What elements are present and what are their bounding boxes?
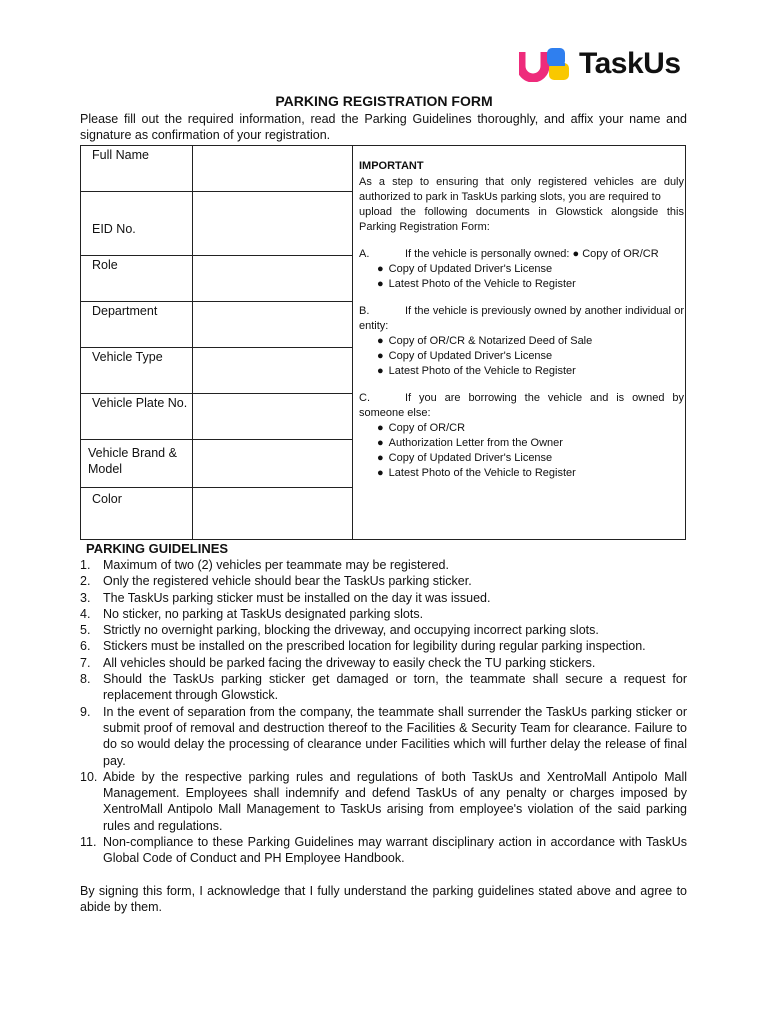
section-a xyxy=(359,247,684,262)
page-title: PARKING REGISTRATION FORM xyxy=(275,93,493,109)
list-item: 9. In the event of separation from the company, the teammate shall surrender the TaskUs parking sticker or submit proof of removal and destruction thereof to the Facilities & Security Team for clearance. Failure to do so would delay the processing of clearance under Facilities which will further delay the release of final pay. xyxy=(80,704,687,768)
list-item: 1. Maximum of two (2) vehicles per teammate may be registered. xyxy=(80,558,449,572)
intro-text: Please fill out the required information, read the Parking Guidelines thoroughly, and affix your name and signature as confirmation of your registration. xyxy=(80,112,687,142)
bullet-icon: ● xyxy=(377,422,384,434)
bullet-icon: ● xyxy=(377,467,384,479)
section-b-text: B. If the vehicle is previously owned by another individual or entity: xyxy=(359,305,684,332)
vehicle-brand-row xyxy=(81,440,353,488)
role-label: Role xyxy=(81,256,193,301)
full-name-row xyxy=(81,146,353,192)
section-a-text: If the vehicle is personally owned: ● Copy of OR/CR xyxy=(405,248,659,260)
list-item: ● Authorization Letter from the Owner xyxy=(377,437,563,449)
section-b xyxy=(359,304,684,334)
taskus-logo xyxy=(519,46,681,82)
department-input[interactable] xyxy=(193,302,353,347)
vehicle-type-row xyxy=(81,348,353,394)
list-item: ● Latest Photo of the Vehicle to Register xyxy=(377,278,576,290)
vehicle-plate-input[interactable] xyxy=(193,394,353,439)
important-heading: IMPORTANT xyxy=(359,160,424,172)
section-a-letter: A. xyxy=(359,248,370,260)
vehicle-type-label: Vehicle Type xyxy=(81,348,193,393)
eid-label: EID No. xyxy=(81,192,193,255)
important-text: As a step to ensuring that only registered vehicles are duly authorized to park in TaskUs parking slots, you are required to xyxy=(359,176,684,203)
vehicle-type-input[interactable] xyxy=(193,348,353,393)
bullet-icon: ● xyxy=(377,350,384,362)
guidelines-title: PARKING GUIDELINES xyxy=(86,541,229,556)
vehicle-brand-input[interactable] xyxy=(193,440,353,487)
color-label: Color xyxy=(81,488,193,539)
registration-form xyxy=(80,145,686,540)
list-item: 7. All vehicles should be parked facing the driveway to easily check the TU parking stickers. xyxy=(80,655,596,670)
eid-row xyxy=(81,192,353,256)
list-item: 2. Only the registered vehicle should bear the TaskUs parking sticker. xyxy=(80,574,472,589)
bullet-icon: ● xyxy=(377,365,384,377)
list-item: 3. The TaskUs parking sticker must be installed on the day it was issued. xyxy=(80,590,491,605)
full-name-label: Full Name xyxy=(81,146,193,191)
color-input[interactable] xyxy=(193,488,353,539)
section-c-text: C. If you are borrowing the vehicle and is owned by someone else: xyxy=(359,392,684,419)
vehicle-plate-label: Vehicle Plate No. xyxy=(81,394,193,439)
list-item: 4. No sticker, no parking at TaskUs designated parking slots. xyxy=(80,606,424,621)
list-item: ● Copy of OR/CR xyxy=(377,422,466,434)
bullet-icon: ● xyxy=(377,263,384,275)
vehicle-brand-label: Vehicle Brand & Model xyxy=(81,440,193,487)
column-divider xyxy=(352,146,353,539)
list-item: 11. Non-compliance to these Parking Guidelines may warrant disciplinary action in accordance with TaskUs Global Code of Conduct and PH Employee Handbook. xyxy=(80,835,687,866)
color-row xyxy=(81,488,353,539)
list-item: 5. Strictly no overnight parking, blocking the driveway, and occupying incorrect parking slots. xyxy=(80,623,599,638)
role-row xyxy=(81,256,353,302)
list-item: 10. Abide by the respective parking rules and regulations of both TaskUs and XentroMall Antipolo Mall Management. Employees shall indemnify and defend TaskUs of any penalty or charges imposed by XentroMall Antipolo Mall Management to TaskUs arising from employee's violation of the said parking rules and regulations. xyxy=(80,769,687,833)
vehicle-plate-row xyxy=(81,394,353,440)
list-item: ● Copy of OR/CR & Notarized Deed of Sale xyxy=(377,335,593,347)
taskus-logo-mark-icon xyxy=(519,46,571,82)
bullet-icon: ● xyxy=(377,452,384,464)
bullet-icon: ● xyxy=(377,335,384,347)
full-name-input[interactable] xyxy=(193,146,353,191)
role-input[interactable] xyxy=(193,256,353,301)
list-item: ● Copy of Updated Driver's License xyxy=(377,350,553,362)
important-text-2: upload the following documents in Glowstick alongside this Parking Registration Form: xyxy=(359,206,684,233)
list-item: ● Copy of Updated Driver's License xyxy=(377,263,553,275)
guidelines-list xyxy=(80,557,687,867)
important-notice xyxy=(359,159,684,481)
list-item: 6. Stickers must be installed on the prescribed location for legibility during regular parking inspection. xyxy=(80,639,646,654)
list-item: ● Copy of Updated Driver's License xyxy=(377,452,553,464)
logo-text: TaskUs xyxy=(579,47,681,80)
bullet-icon: ● xyxy=(377,437,384,449)
acknowledgment-text: By signing this form, I acknowledge that I fully understand the parking guidelines stated above and agree to abide by them. xyxy=(80,884,687,914)
section-c xyxy=(359,391,684,421)
bullet-icon: ● xyxy=(377,278,384,290)
eid-input[interactable] xyxy=(193,192,353,255)
list-item: ● Latest Photo of the Vehicle to Register xyxy=(377,365,576,377)
department-label: Department xyxy=(81,302,193,347)
department-row xyxy=(81,302,353,348)
list-item: 8. Should the TaskUs parking sticker get damaged or torn, the teammate shall secure a request for replacement through Glowstick. xyxy=(80,672,687,703)
list-item: ● Latest Photo of the Vehicle to Register xyxy=(377,467,576,479)
field-table xyxy=(81,146,353,539)
